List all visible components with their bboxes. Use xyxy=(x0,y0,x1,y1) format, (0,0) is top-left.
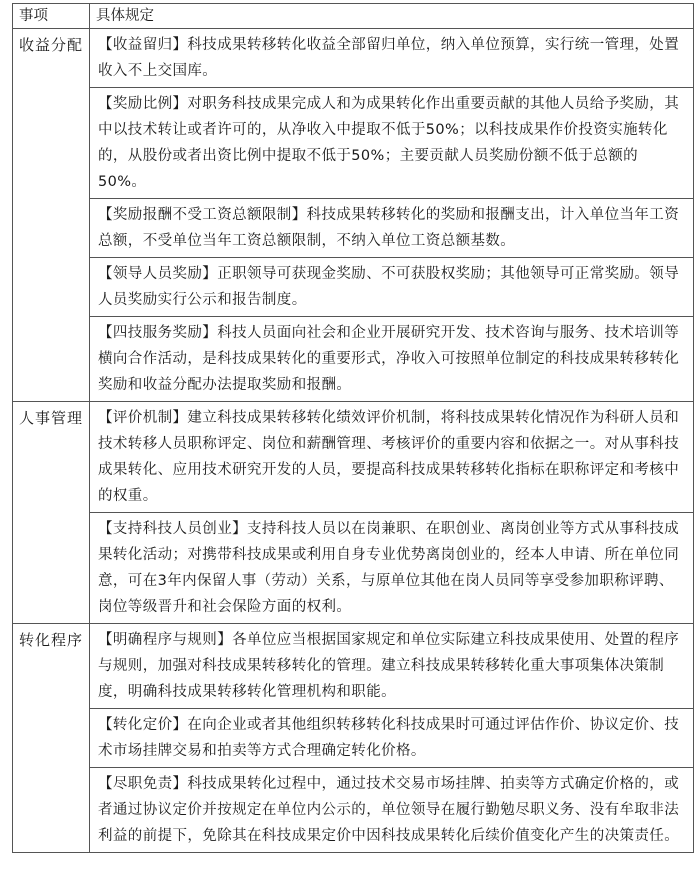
rule-cell: 【收益留归】科技成果转移转化收益全部留归单位，纳入单位预算，实行统一管理，处置收入不上交国库。 xyxy=(90,29,694,88)
rules-table xyxy=(12,3,694,853)
table-row xyxy=(13,199,694,258)
table-row xyxy=(13,258,694,317)
table-row xyxy=(13,29,694,88)
rule-cell: 【领导人员奖励】正职领导可获现金奖励、不可获股权奖励；其他领导可正常奖励。领导人员奖励实行公示和报告制度。 xyxy=(90,258,694,317)
rule-cell: 【奖励比例】对职务科技成果完成人和为成果转化作出重要贡献的其他人员给予奖励，其中以技术转让或者许可的，从净收入中提取不低于50%；以科技成果作价投资实施转化的，从股份或者出资比例中提取不低于50%；主要贡献人员奖励份额不低于总额的50%。 xyxy=(90,88,694,199)
rule-cell: 【评价机制】建立科技成果转移转化绩效评价机制，将科技成果转化情况作为科研人员和技术转移人员职称评定、岗位和薪酬管理、考核评价的重要内容和依据之一。对从事科技成果转化、应用技术研究开发的人员，要提高科技成果转移转化指标在职称评定和考核中的权重。 xyxy=(90,402,694,513)
table-row xyxy=(13,624,694,709)
matter-cell-personnel-management: 人事管理 xyxy=(13,402,90,624)
matter-cell-income-distribution: 收益分配 xyxy=(13,29,90,402)
table-row xyxy=(13,88,694,199)
table-row xyxy=(13,317,694,402)
rule-cell: 【四技服务奖励】科技人员面向社会和企业开展研究开发、技术咨询与服务、技术培训等横向合作活动，是科技成果转化的重要形式，净收入可按照单位制定的科技成果转移转化奖励和收益分配办法提取奖励和报酬。 xyxy=(90,317,694,402)
table-row xyxy=(13,513,694,624)
matter-cell-transfer-procedure: 转化程序 xyxy=(13,624,90,853)
rule-cell: 【奖励报酬不受工资总额限制】科技成果转移转化的奖励和报酬支出，计入单位当年工资总额，不受单位当年工资总额限制，不纳入单位工资总额基数。 xyxy=(90,199,694,258)
rule-cell: 【明确程序与规则】各单位应当根据国家规定和单位实际建立科技成果使用、处置的程序与规则，加强对科技成果转移转化的管理。建立科技成果转移转化重大事项集体决策制度，明确科技成果转移转化管理机构和职能。 xyxy=(90,624,694,709)
table-row xyxy=(13,402,694,513)
rule-cell: 【转化定价】在向企业或者其他组织转移转化科技成果时可通过评估作价、协议定价、技术市场挂牌交易和拍卖等方式合理确定转化价格。 xyxy=(90,709,694,768)
header-rules: 具体规定 xyxy=(90,4,694,29)
table-row xyxy=(13,768,694,853)
table-row xyxy=(13,709,694,768)
rule-cell: 【尽职免责】科技成果转化过程中，通过技术交易市场挂牌、拍卖等方式确定价格的，或者通过协议定价并按规定在单位内公示的，单位领导在履行勤勉尽职义务、没有牟取非法利益的前提下，免除其在科技成果定价中因科技成果转化后续价值变化产生的决策责任。 xyxy=(90,768,694,853)
header-matter: 事项 xyxy=(13,4,90,29)
header-row xyxy=(13,4,694,29)
rule-cell: 【支持科技人员创业】支持科技人员以在岗兼职、在职创业、离岗创业等方式从事科技成果转化活动；对携带科技成果或利用自身专业优势离岗创业的，经本人申请、所在单位同意，可在3年内保留人事（劳动）关系，与原单位其他在岗人员同等享受参加职称评聘、岗位等级晋升和社会保险方面的权利。 xyxy=(90,513,694,624)
